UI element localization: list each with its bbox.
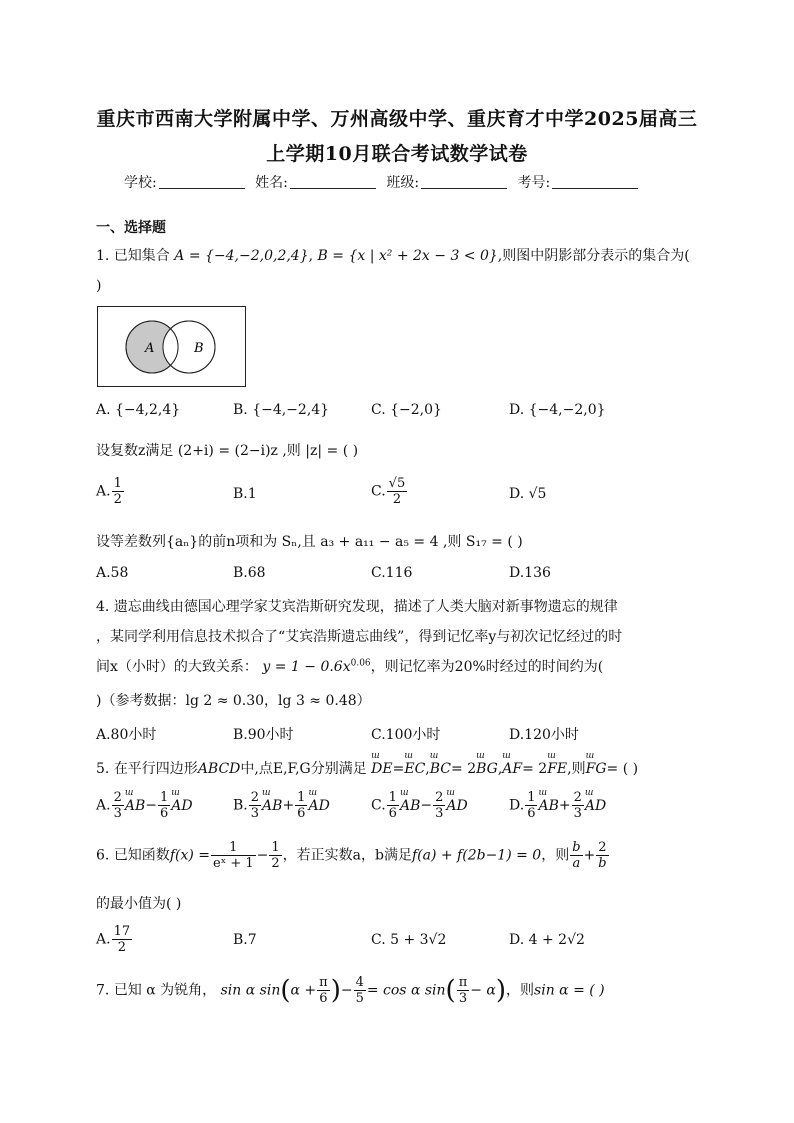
operator: − xyxy=(420,797,433,814)
q4-option-a[interactable]: A.80小时 xyxy=(96,727,157,743)
separator: , xyxy=(497,761,503,777)
question-number: 7. xyxy=(96,982,110,999)
operator: + xyxy=(282,797,295,814)
vector: ш AD xyxy=(308,798,329,814)
fraction xyxy=(269,840,281,871)
numerator: 2 xyxy=(435,790,444,805)
question-4-line1 xyxy=(96,596,618,616)
class-label: 班级: xyxy=(386,175,420,191)
operator: + xyxy=(583,847,596,864)
numerator: 1 xyxy=(211,840,256,856)
numerator: 2 xyxy=(113,790,122,805)
class-blank[interactable] xyxy=(421,176,507,189)
option-label: A. xyxy=(96,931,111,948)
option-label: A. xyxy=(96,797,111,814)
fraction xyxy=(457,975,470,1006)
left-paren: ( xyxy=(445,975,456,1006)
question-4-line4: )（参考数据：lg 2 ≈ 0.30，lg 3 ≈ 0.48） xyxy=(96,693,371,709)
q2-option-d[interactable]: D. √5 xyxy=(509,486,547,502)
separator: , xyxy=(425,761,430,777)
question-7 xyxy=(96,975,605,1006)
exam-title-line2: 上学期10月联合考试数学试卷 xyxy=(266,143,528,165)
question-2: 设复数z满足 (2+i) = (2−i)z ,则 |z| = ( ) xyxy=(96,443,359,459)
denominator: 2 xyxy=(117,940,126,955)
vector: ш FE xyxy=(547,761,567,777)
q5-option-d[interactable] xyxy=(509,790,606,821)
question-4-line2: ，某同学利用信息技术拟合了“艾宾浩斯遗忘曲线”，得到记忆率y与初次记忆经过的时 xyxy=(96,629,623,645)
set-b-formula: B = {x | x² + 2x − 3 < 0} xyxy=(317,248,498,264)
formula: sin α sin xyxy=(220,982,281,999)
q4-option-c[interactable]: C.100小时 xyxy=(371,727,441,743)
vector: ш AB xyxy=(538,798,558,814)
question-text: 中,点E,F,G分别满足 xyxy=(240,761,367,777)
question-text: 已知函数 xyxy=(113,847,170,864)
operator: − xyxy=(145,797,157,814)
fraction xyxy=(596,840,608,871)
question-number: 1. xyxy=(96,248,110,264)
fraction xyxy=(112,476,124,507)
name-label: 姓名: xyxy=(255,175,288,191)
vector: ш AB xyxy=(125,798,145,814)
numerator: 2 xyxy=(250,790,260,805)
q2-option-c[interactable] xyxy=(371,476,408,507)
formula: α + xyxy=(290,982,317,999)
question-text: 已知集合 xyxy=(113,248,170,264)
numerator: 2 xyxy=(596,840,608,856)
option-label: D. xyxy=(509,797,525,814)
numerator: √5 xyxy=(388,476,406,491)
q2-option-a[interactable] xyxy=(96,476,125,507)
q3-option-b[interactable]: B.68 xyxy=(233,565,266,581)
q5-option-a[interactable] xyxy=(96,790,193,821)
denominator: 3 xyxy=(435,806,444,821)
option-label: A. xyxy=(96,483,111,500)
operator: + xyxy=(558,797,571,814)
numerator: 17 xyxy=(113,924,131,939)
vector: ш FG xyxy=(586,761,607,777)
question-text: ，则记忆率为20%时经过的时间约为( xyxy=(370,659,604,675)
question-text: 已知 α 为锐角， xyxy=(113,982,217,999)
denominator: 3 xyxy=(113,806,122,821)
q5-option-b[interactable] xyxy=(233,790,330,821)
vector: ш BG xyxy=(476,761,498,777)
school-label: 学校: xyxy=(124,175,157,191)
denominator: 3 xyxy=(573,806,582,821)
question-6 xyxy=(96,840,610,871)
fraction xyxy=(158,790,170,821)
fraction xyxy=(354,975,366,1006)
question-6-line2: 的最小值为( ) xyxy=(96,896,182,912)
fraction xyxy=(570,840,582,871)
vector: ш AD xyxy=(585,798,606,814)
question-3: 设等差数列{aₙ}的前n项和为 Sₙ,且 a₃ + a₁₁ − a₅ = 4 ,则 S₁₇ = ( ) xyxy=(96,534,523,550)
question-number: 6. xyxy=(96,847,110,864)
q3-option-d[interactable]: D.136 xyxy=(509,565,551,581)
vector: ш AD xyxy=(171,798,192,814)
denominator: 6 xyxy=(319,991,328,1006)
q4-option-d[interactable]: D.120小时 xyxy=(509,727,579,743)
q1-option-c[interactable]: C. {−2,0} xyxy=(371,402,442,418)
venn-diagram xyxy=(97,306,247,388)
numerator: b xyxy=(572,840,581,855)
fraction xyxy=(112,924,133,955)
question-text: ，则 xyxy=(541,847,570,864)
numerator: 1 xyxy=(527,790,536,805)
q6-option-b[interactable]: B.7 xyxy=(233,932,257,948)
venn-label-a: A xyxy=(145,341,155,356)
fraction xyxy=(387,790,399,821)
denominator: 6 xyxy=(388,806,397,821)
fraction xyxy=(387,476,408,507)
numerator: π xyxy=(319,975,328,990)
q1-option-b[interactable]: B. {−4,−2,4} xyxy=(233,402,330,418)
formula: f(a) + f(2b−1) = 0 xyxy=(411,847,542,864)
question-number: 5. xyxy=(96,761,110,777)
question-text: ,则图中阴影部分表示的集合为( xyxy=(497,248,690,264)
q2-option-b[interactable]: B.1 xyxy=(233,486,257,502)
question-text: = ( ) xyxy=(606,761,639,777)
q6-option-d[interactable]: D. 4 + 2√2 xyxy=(509,932,585,948)
numerator: π xyxy=(458,975,468,990)
vector: ш AB xyxy=(400,798,420,814)
fraction xyxy=(249,790,261,821)
q3-option-a[interactable]: A.58 xyxy=(96,565,129,581)
vector: ш AD xyxy=(446,798,467,814)
fraction xyxy=(211,840,256,871)
operator: − xyxy=(256,847,269,864)
question-5 xyxy=(96,758,638,778)
vector: ш BC xyxy=(430,761,451,777)
denominator: a xyxy=(572,856,581,871)
denominator: b xyxy=(598,856,607,871)
numerator: 2 xyxy=(573,790,582,805)
question-text: ，则 xyxy=(506,982,535,999)
vector: ш AF xyxy=(502,761,522,777)
fraction xyxy=(525,790,537,821)
fraction xyxy=(112,790,124,821)
option-label: C. xyxy=(371,483,386,500)
vector: ш AB xyxy=(262,798,282,814)
operator: − xyxy=(340,982,353,999)
denominator: eˣ + 1 xyxy=(213,856,254,871)
student-info-row xyxy=(124,172,644,192)
fraction xyxy=(295,790,307,821)
fraction xyxy=(572,790,584,821)
section-heading: 一、选择题 xyxy=(96,220,166,236)
question-text: 在平行四边形 xyxy=(113,761,198,777)
formula: sin α = ( ) xyxy=(534,982,605,999)
fraction xyxy=(433,790,445,821)
numerator: 1 xyxy=(271,840,280,855)
numerator: 1 xyxy=(297,790,306,805)
exponent: 0.06 xyxy=(350,658,371,669)
question-1-close: ) xyxy=(96,278,102,294)
question-4-line3 xyxy=(96,656,603,676)
option-label: B. xyxy=(233,797,248,814)
q5-option-c[interactable] xyxy=(371,790,468,821)
formula: y = 1 − 0.6x xyxy=(262,659,351,675)
denominator: 3 xyxy=(250,806,260,821)
q4-option-b[interactable]: B.90小时 xyxy=(233,727,294,743)
question-number: 4. xyxy=(96,599,110,615)
denominator: 6 xyxy=(527,806,536,821)
school-blank[interactable] xyxy=(159,176,245,189)
exam-title-line1: 重庆市西南大学附属中学、万州高级中学、重庆育才中学2025届高三 xyxy=(96,108,698,130)
denominator: 5 xyxy=(355,991,364,1006)
name-blank[interactable] xyxy=(290,176,376,189)
q6-option-c[interactable]: C. 5 + 3√2 xyxy=(371,932,447,948)
denominator: 2 xyxy=(271,856,280,871)
operator: = xyxy=(392,761,405,777)
venn-label-b: B xyxy=(194,341,204,356)
vector: ш DE xyxy=(371,761,392,777)
denominator: 2 xyxy=(113,492,122,507)
denominator: 6 xyxy=(159,806,169,821)
denominator: 6 xyxy=(297,806,306,821)
question-text: ，若正实数a，b满足 xyxy=(282,847,412,864)
right-paren: ) xyxy=(495,975,507,1006)
number-label: 考号: xyxy=(517,175,551,191)
set-a-formula: A = {−4,−2,0,2,4} xyxy=(174,248,309,264)
left-paren: ( xyxy=(280,975,291,1006)
question-text: ,则 xyxy=(567,761,586,777)
question-text: 遗忘曲线由德国心理学家艾宾浩斯研究发现，描述了人类大脑对新事物遗忘的规律 xyxy=(113,599,618,615)
q6-option-a[interactable] xyxy=(96,924,133,955)
operator: = 2 xyxy=(522,761,548,777)
numerator: 1 xyxy=(388,790,397,805)
formula: − α xyxy=(470,982,496,999)
denominator: 3 xyxy=(458,991,468,1006)
numerator: 1 xyxy=(113,476,122,491)
q1-option-a[interactable]: A. {−4,2,4} xyxy=(96,402,181,418)
formula: = cos α sin xyxy=(366,982,446,999)
question-1: 1. 已知集合 A = {−4,−2,0,2,4}, B = {x | x² + 2x − 3 < 0},则图中阴影部分表示的集合为( xyxy=(96,248,690,264)
q3-option-c[interactable]: C.116 xyxy=(371,565,413,581)
q1-option-d[interactable]: D. {−4,−2,0} xyxy=(509,402,606,418)
right-paren: ) xyxy=(330,975,341,1006)
formula: ABCD xyxy=(197,761,241,777)
number-blank[interactable] xyxy=(552,176,638,189)
denominator: 2 xyxy=(392,492,402,507)
vector: ш EC xyxy=(404,761,425,777)
formula: f(x) = xyxy=(169,847,210,864)
numerator: 4 xyxy=(355,975,364,990)
operator: = 2 xyxy=(451,761,477,777)
fraction xyxy=(317,975,330,1006)
question-text: 间x（小时）的大致关系： xyxy=(96,659,258,675)
option-label: C. xyxy=(371,797,386,814)
numerator: 1 xyxy=(159,790,169,805)
